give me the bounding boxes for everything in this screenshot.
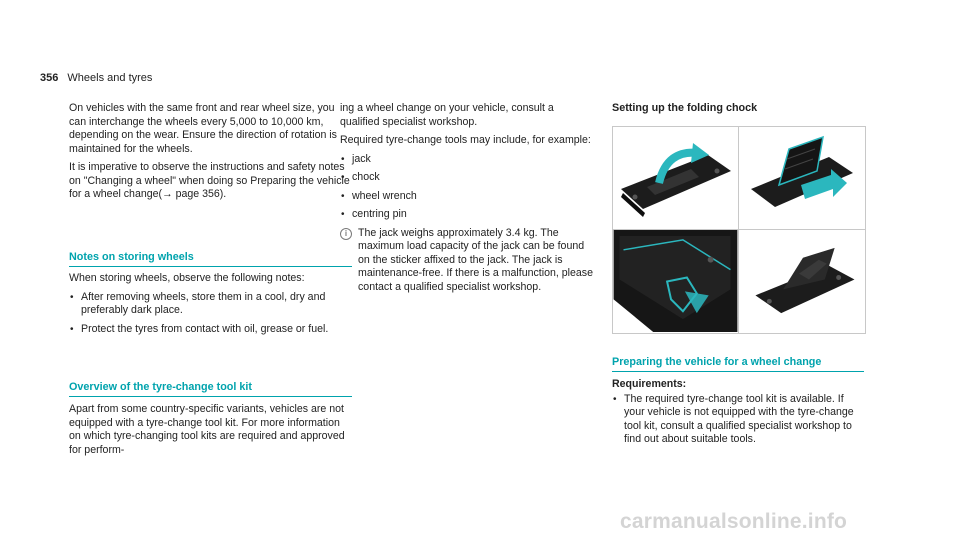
list-item: • After removing wheels, store them in a cool, dry and preferably dark place. [69, 291, 354, 318]
section-title: Wheels and tyres [67, 72, 153, 84]
storing-wheels-section [69, 272, 354, 341]
safety-paragraph: It is imperative to observe the instructions and safety notes on "Changing a wheel" when doing so Preparing the vehicle for a wheel change(→ page 356). [69, 161, 350, 200]
tool-kit-paragraph: Apart from some country-specific variants, vehicles are not equipped with a tyre-change tool kit. For more information on which tyre-changing tool kits are required and approved for perform- [69, 403, 345, 456]
tool-kit-heading: Overview of the tyre-change tool kit [69, 381, 352, 397]
chock-step-4-image [739, 230, 864, 332]
folding-chock-heading: Setting up the folding chock [612, 102, 758, 114]
continued-paragraph: ing a wheel change on your vehicle, consult a qualified specialist workshop. [340, 102, 554, 128]
storing-wheels-heading: Notes on storing wheels [69, 251, 352, 267]
column-2 [340, 102, 595, 294]
storing-intro: When storing wheels, observe the following notes: [69, 272, 305, 284]
preparing-vehicle-section [612, 378, 864, 452]
preparing-vehicle-heading: Preparing the vehicle for a wheel change [612, 356, 864, 372]
chock-step-3-image [613, 230, 738, 332]
tool-kit-section [69, 403, 354, 462]
required-tools-intro: Required tyre-change tools may include, for example: [340, 134, 591, 146]
page-header [40, 72, 152, 84]
list-item: • chock [340, 171, 595, 185]
info-icon: i [340, 228, 352, 240]
list-item: • jack [340, 153, 595, 167]
rotation-paragraph: On vehicles with the same front and rear wheel size, you can interchange the wheels every 5,000 to 10,000 km, depending on the wear. Ensure the direction of rotation is maintained for the wheels. [69, 102, 337, 155]
list-item: • wheel wrench [340, 190, 595, 204]
note-text: The jack weighs approximately 3.4 kg. The maximum load capacity of the jack can be found on the sticker affixed to the jack. The jack is maintenance-free. If there is a malfunction, please contact a qualified specialist workshop. [358, 226, 593, 293]
list-item: • Protect the tyres from contact with oil, grease or fuel. [69, 323, 354, 337]
list-item: • centring pin [340, 208, 595, 222]
list-item: • The required tyre-change tool kit is available. If your vehicle is not equipped with the tyre-change tool kit, consult a qualified specialist workshop to find out about suitable tools. [612, 393, 864, 447]
page-number: 356 [40, 72, 59, 84]
folding-chock-figure [612, 126, 866, 334]
column-1 [69, 102, 354, 207]
chock-step-2-image [739, 127, 864, 229]
info-note [340, 227, 595, 295]
chock-step-1-image [613, 127, 738, 229]
watermark: carmanualsonline.info [620, 510, 848, 533]
requirements-label: Requirements: [612, 378, 687, 390]
